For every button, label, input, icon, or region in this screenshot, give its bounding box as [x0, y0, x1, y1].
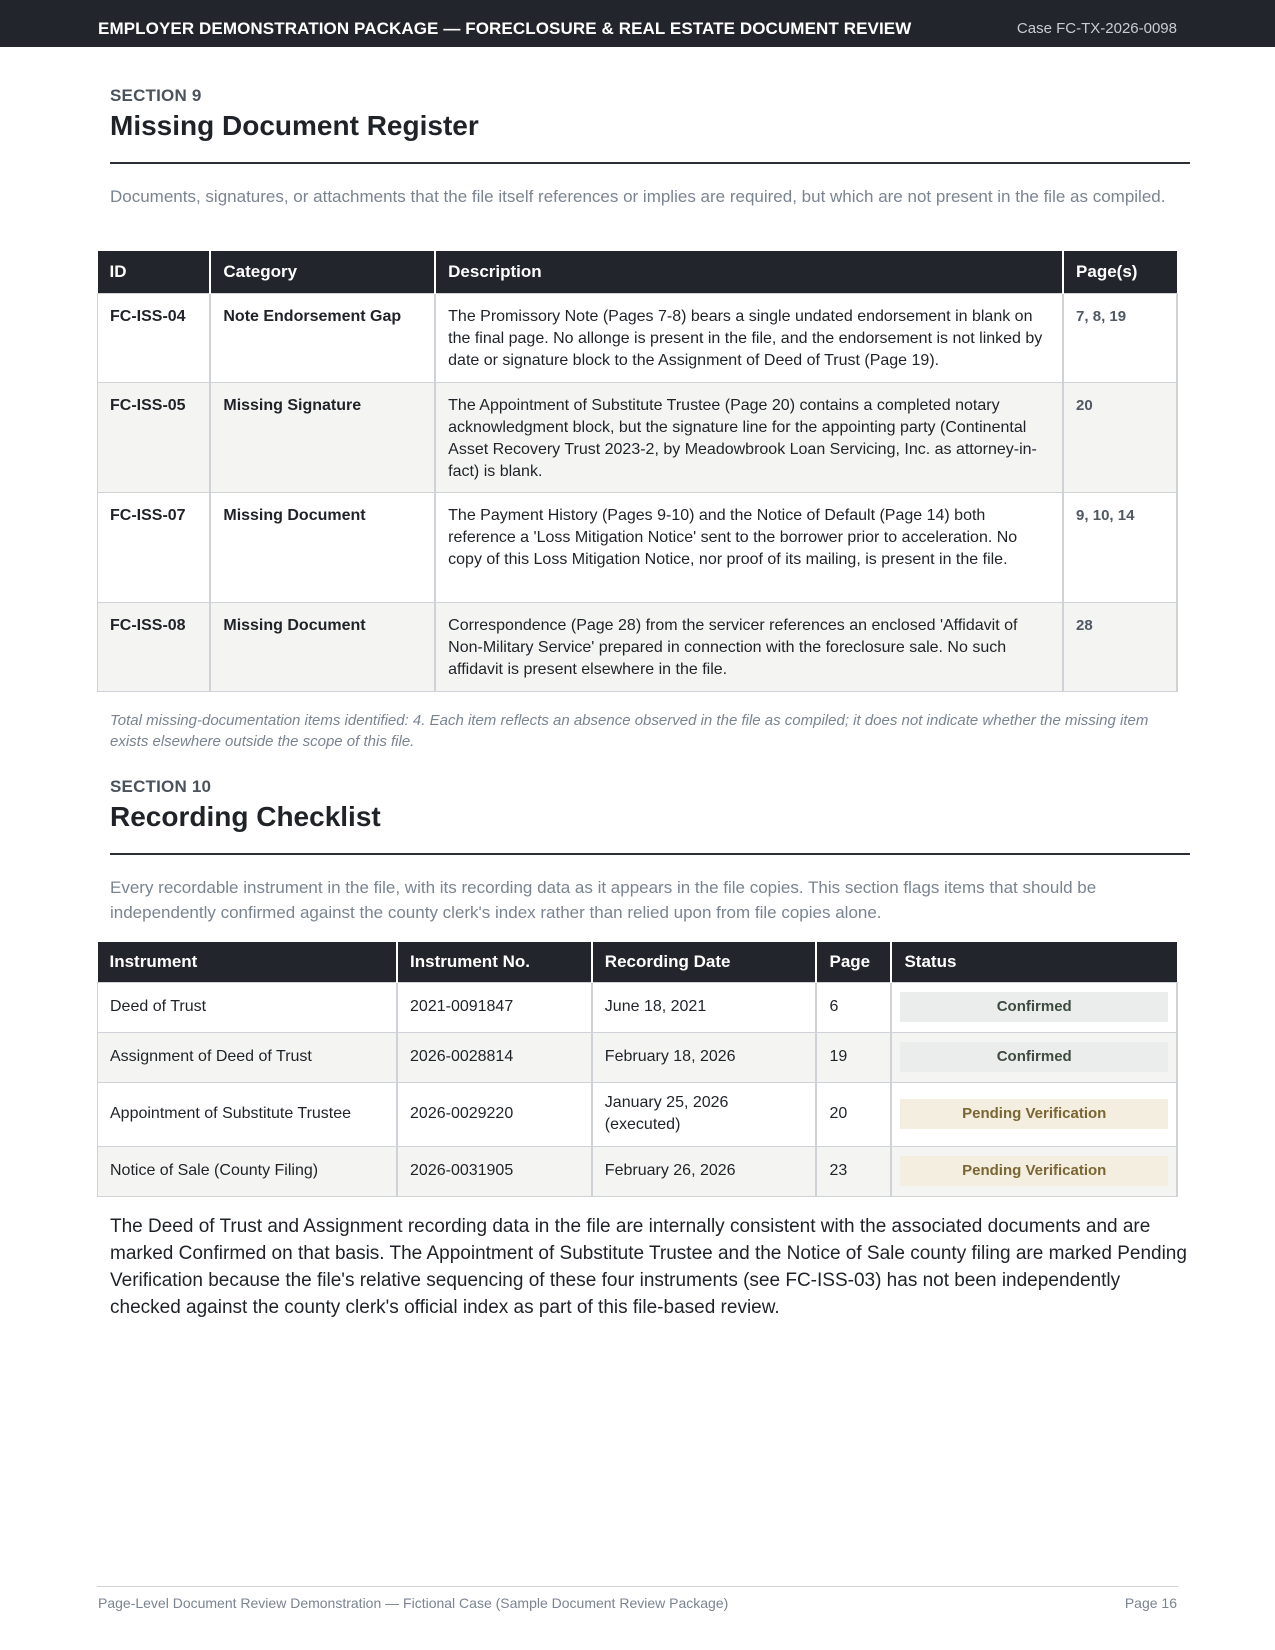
case-number: Case FC-TX-2026-0098 — [1016, 20, 1177, 37]
recording-date: February 18, 2026 — [592, 1032, 817, 1082]
issue-category: Note Endorsement Gap — [210, 293, 435, 382]
missing-items-note: Total missing-documentation items identified: 4. Each item reflects an absence observed in the file as compiled; it does not indicate whether the missing item exists elsewhere outside the scope of this file. — [110, 712, 1149, 750]
footer-divider — [97, 1586, 1178, 1587]
instrument-number: 2026-0031905 — [397, 1146, 592, 1196]
footer-text: Page-Level Document Review Demonstration — Fictional Case (Sample Document Review Package) — [98, 1595, 729, 1611]
missing-document-table — [97, 251, 1178, 692]
issue-category: Missing Document — [210, 602, 435, 691]
instrument-name: Assignment of Deed of Trust — [98, 1032, 398, 1082]
column-header: Recording Date — [592, 942, 817, 982]
table-row — [98, 293, 1178, 382]
status-badge: Pending Verification — [900, 1099, 1168, 1129]
issue-id: FC-ISS-07 — [98, 492, 211, 602]
instrument-number: 2026-0028814 — [397, 1032, 592, 1082]
issue-id: FC-ISS-08 — [98, 602, 211, 691]
recording-date-value: January 25, 2026 — [604, 1094, 729, 1111]
header-bar — [0, 0, 1275, 47]
section-title: Recording Checklist — [110, 801, 381, 832]
recording-date: June 18, 2021 — [592, 982, 817, 1032]
issue-category: Missing Signature — [210, 382, 435, 492]
page-number: 19 — [816, 1032, 891, 1082]
status-cell — [891, 1032, 1177, 1082]
instrument-number: 2026-0029220 — [397, 1082, 592, 1146]
table-row — [98, 1032, 1178, 1082]
recording-date — [592, 1082, 817, 1146]
table-row — [98, 492, 1178, 602]
issue-pages: 28 — [1063, 602, 1177, 691]
section-label: SECTION 10 — [110, 777, 212, 796]
recording-date: February 26, 2026 — [592, 1146, 817, 1196]
instrument-name: Deed of Trust — [98, 982, 398, 1032]
issue-id: FC-ISS-05 — [98, 382, 211, 492]
section-divider — [110, 162, 1190, 164]
table-header-row — [98, 251, 1178, 293]
header-title: EMPLOYER DEMONSTRATION PACKAGE — FORECLOSURE & REAL ESTATE DOCUMENT REVIEW — [98, 19, 912, 38]
section-9-heading — [110, 86, 1190, 142]
table-row — [98, 1146, 1178, 1196]
instrument-number: 2021-0091847 — [397, 982, 592, 1032]
status-badge: Confirmed — [900, 992, 1168, 1022]
issue-category: Missing Document — [210, 492, 435, 602]
issue-id: FC-ISS-04 — [98, 293, 211, 382]
column-header: Instrument No. — [397, 942, 592, 982]
issue-pages: 20 — [1063, 382, 1177, 492]
issue-pages: 7, 8, 19 — [1063, 293, 1177, 382]
table-row — [98, 1082, 1178, 1146]
page-number: 23 — [816, 1146, 891, 1196]
section-10-heading — [110, 777, 1190, 833]
issue-description: Correspondence (Page 28) from the servicer references an enclosed 'Affidavit of Non-Military Service' prepared in connection with the foreclosure sale. No such affidavit is present elsewhere in the file. — [435, 602, 1063, 691]
section-label: SECTION 9 — [110, 86, 202, 105]
status-badge: Confirmed — [900, 1042, 1168, 1072]
page-number: 6 — [816, 982, 891, 1032]
status-cell — [891, 1146, 1177, 1196]
recording-checklist-table — [97, 942, 1178, 1197]
page-number: 20 — [816, 1082, 891, 1146]
table-row — [98, 982, 1178, 1032]
section-intro: Every recordable instrument in the file, with its recording data as it appears in the file copies. This section flags items that should be independently confirmed against the county clerk's index rather than relied upon from file copies alone. — [110, 878, 1097, 922]
section-title: Missing Document Register — [110, 110, 479, 141]
table-header-row — [98, 942, 1178, 982]
recording-date-note: (executed) — [604, 1116, 681, 1133]
section-intro: Documents, signatures, or attachments that the file itself references or implies are required, but which are not present in the file as compiled. — [110, 187, 1166, 206]
issue-description: The Promissory Note (Pages 7-8) bears a single undated endorsement in blank on the final page. No allonge is present in the file, and the endorsement is not linked by date or signature block to the Assignment of Deed of Trust (Page 19). — [435, 293, 1063, 382]
instrument-name: Appointment of Substitute Trustee — [98, 1082, 398, 1146]
column-header: Instrument — [98, 942, 398, 982]
column-header: Status — [891, 942, 1177, 982]
column-header: Page(s) — [1063, 251, 1177, 293]
table-row — [98, 602, 1178, 691]
issue-description: The Appointment of Substitute Trustee (Page 20) contains a completed notary acknowledgment block, but the signature line for the appointing party (Continental Asset Recovery Trust 2023-2, by Meadowbrook Loan Servicing, Inc. as attorney-in-fact) is blank. — [435, 382, 1063, 492]
status-cell — [891, 982, 1177, 1032]
column-header: Page — [816, 942, 891, 982]
issue-description: The Payment History (Pages 9-10) and the Notice of Default (Page 14) both reference a 'Loss Mitigation Notice' sent to the borrower prior to acceleration. No copy of this Loss Mitigation Notice, nor proof of its mailing, is present in the file. — [435, 492, 1063, 602]
status-badge: Pending Verification — [900, 1156, 1168, 1186]
column-header: Category — [210, 251, 435, 293]
instrument-name: Notice of Sale (County Filing) — [98, 1146, 398, 1196]
table-row — [98, 382, 1178, 492]
section-divider — [110, 853, 1190, 855]
recording-summary: The Deed of Trust and Assignment recording data in the file are internally consistent with the associated documents and are marked Confirmed on that basis. The Appointment of Substitute Trustee and the Notice of Sale county filing are marked Pending Verification because the file's relative sequencing of these four instruments (see FC-ISS-03) has not been independently checked against the county clerk's official index as part of this file-based review. — [110, 1216, 1187, 1318]
issue-pages: 9, 10, 14 — [1063, 492, 1177, 602]
column-header: ID — [98, 251, 211, 293]
page-number-footer: Page 16 — [1124, 1595, 1177, 1611]
column-header: Description — [435, 251, 1063, 293]
status-cell — [891, 1082, 1177, 1146]
